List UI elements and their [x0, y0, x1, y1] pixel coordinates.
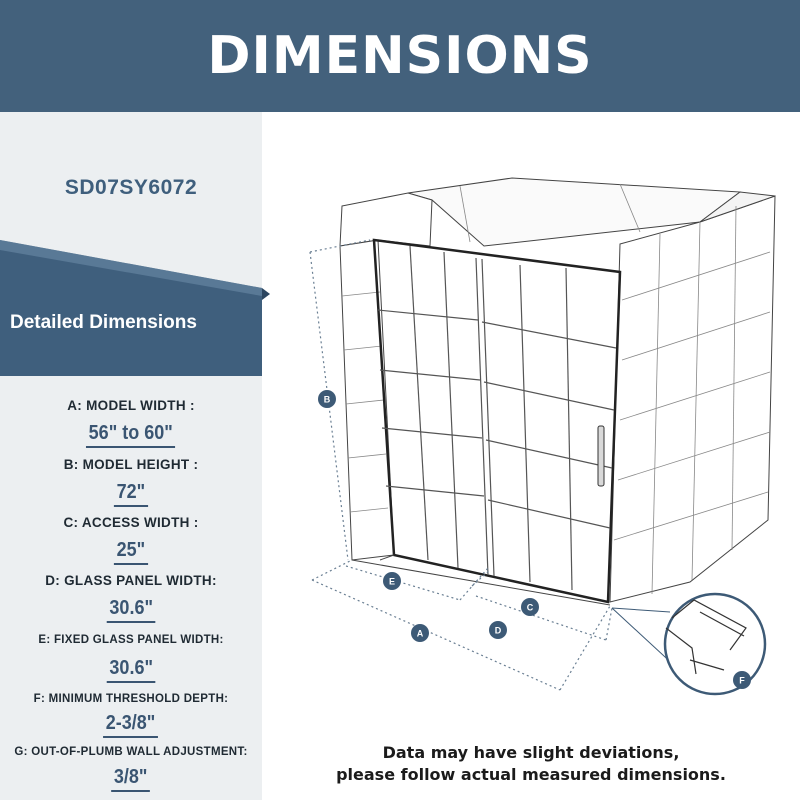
svg-text:C: C: [526, 602, 534, 613]
section-title: Detailed Dimensions: [10, 312, 197, 333]
svg-text:A: A: [416, 628, 424, 639]
disclaimer-line-2: please follow actual measured dimensions.: [336, 765, 726, 784]
spec-label-b: B: MODEL HEIGHT :: [63, 457, 199, 472]
spec-value-f: 2-3/8": [0, 712, 262, 738]
svg-text:B: B: [323, 394, 331, 405]
marker-b: [318, 390, 336, 408]
marker-f: [733, 671, 751, 689]
disclaimer-note: [262, 742, 800, 786]
header-bar: [0, 0, 800, 112]
spec-value-b: 72": [0, 481, 262, 507]
svg-text:F: F: [739, 675, 745, 686]
spec-value-g: 3/8": [0, 766, 262, 792]
spec-label-e: E: FIXED GLASS PANEL WIDTH:: [38, 634, 224, 646]
shower-diagram: [262, 112, 800, 722]
spec-label-f: F: MINIMUM THRESHOLD DEPTH:: [33, 693, 229, 705]
disclaimer-line-1: Data may have slight deviations,: [382, 743, 680, 762]
spec-value-c: 25": [0, 539, 262, 565]
svg-text:E: E: [388, 576, 396, 587]
model-code: SD07SY6072: [64, 176, 198, 199]
spec-value-a: 56" to 60": [0, 422, 262, 448]
spec-label-d: D: GLASS PANEL WIDTH:: [45, 573, 217, 588]
spec-label-c: C: ACCESS WIDTH :: [63, 515, 199, 530]
spec-label-g: G: OUT-OF-PLUMB WALL ADJUSTMENT:: [14, 746, 248, 758]
marker-d: [489, 621, 507, 639]
svg-text:D: D: [494, 625, 502, 636]
marker-c: [521, 598, 539, 616]
spec-value-d: 30.6": [0, 597, 262, 623]
page-title: DIMENSIONS: [207, 26, 593, 86]
marker-e: [383, 572, 401, 590]
marker-a: [411, 624, 429, 642]
spec-value-e: 30.6": [0, 657, 262, 683]
section-banner: [0, 240, 270, 376]
spec-label-a: A: MODEL WIDTH :: [67, 398, 195, 413]
